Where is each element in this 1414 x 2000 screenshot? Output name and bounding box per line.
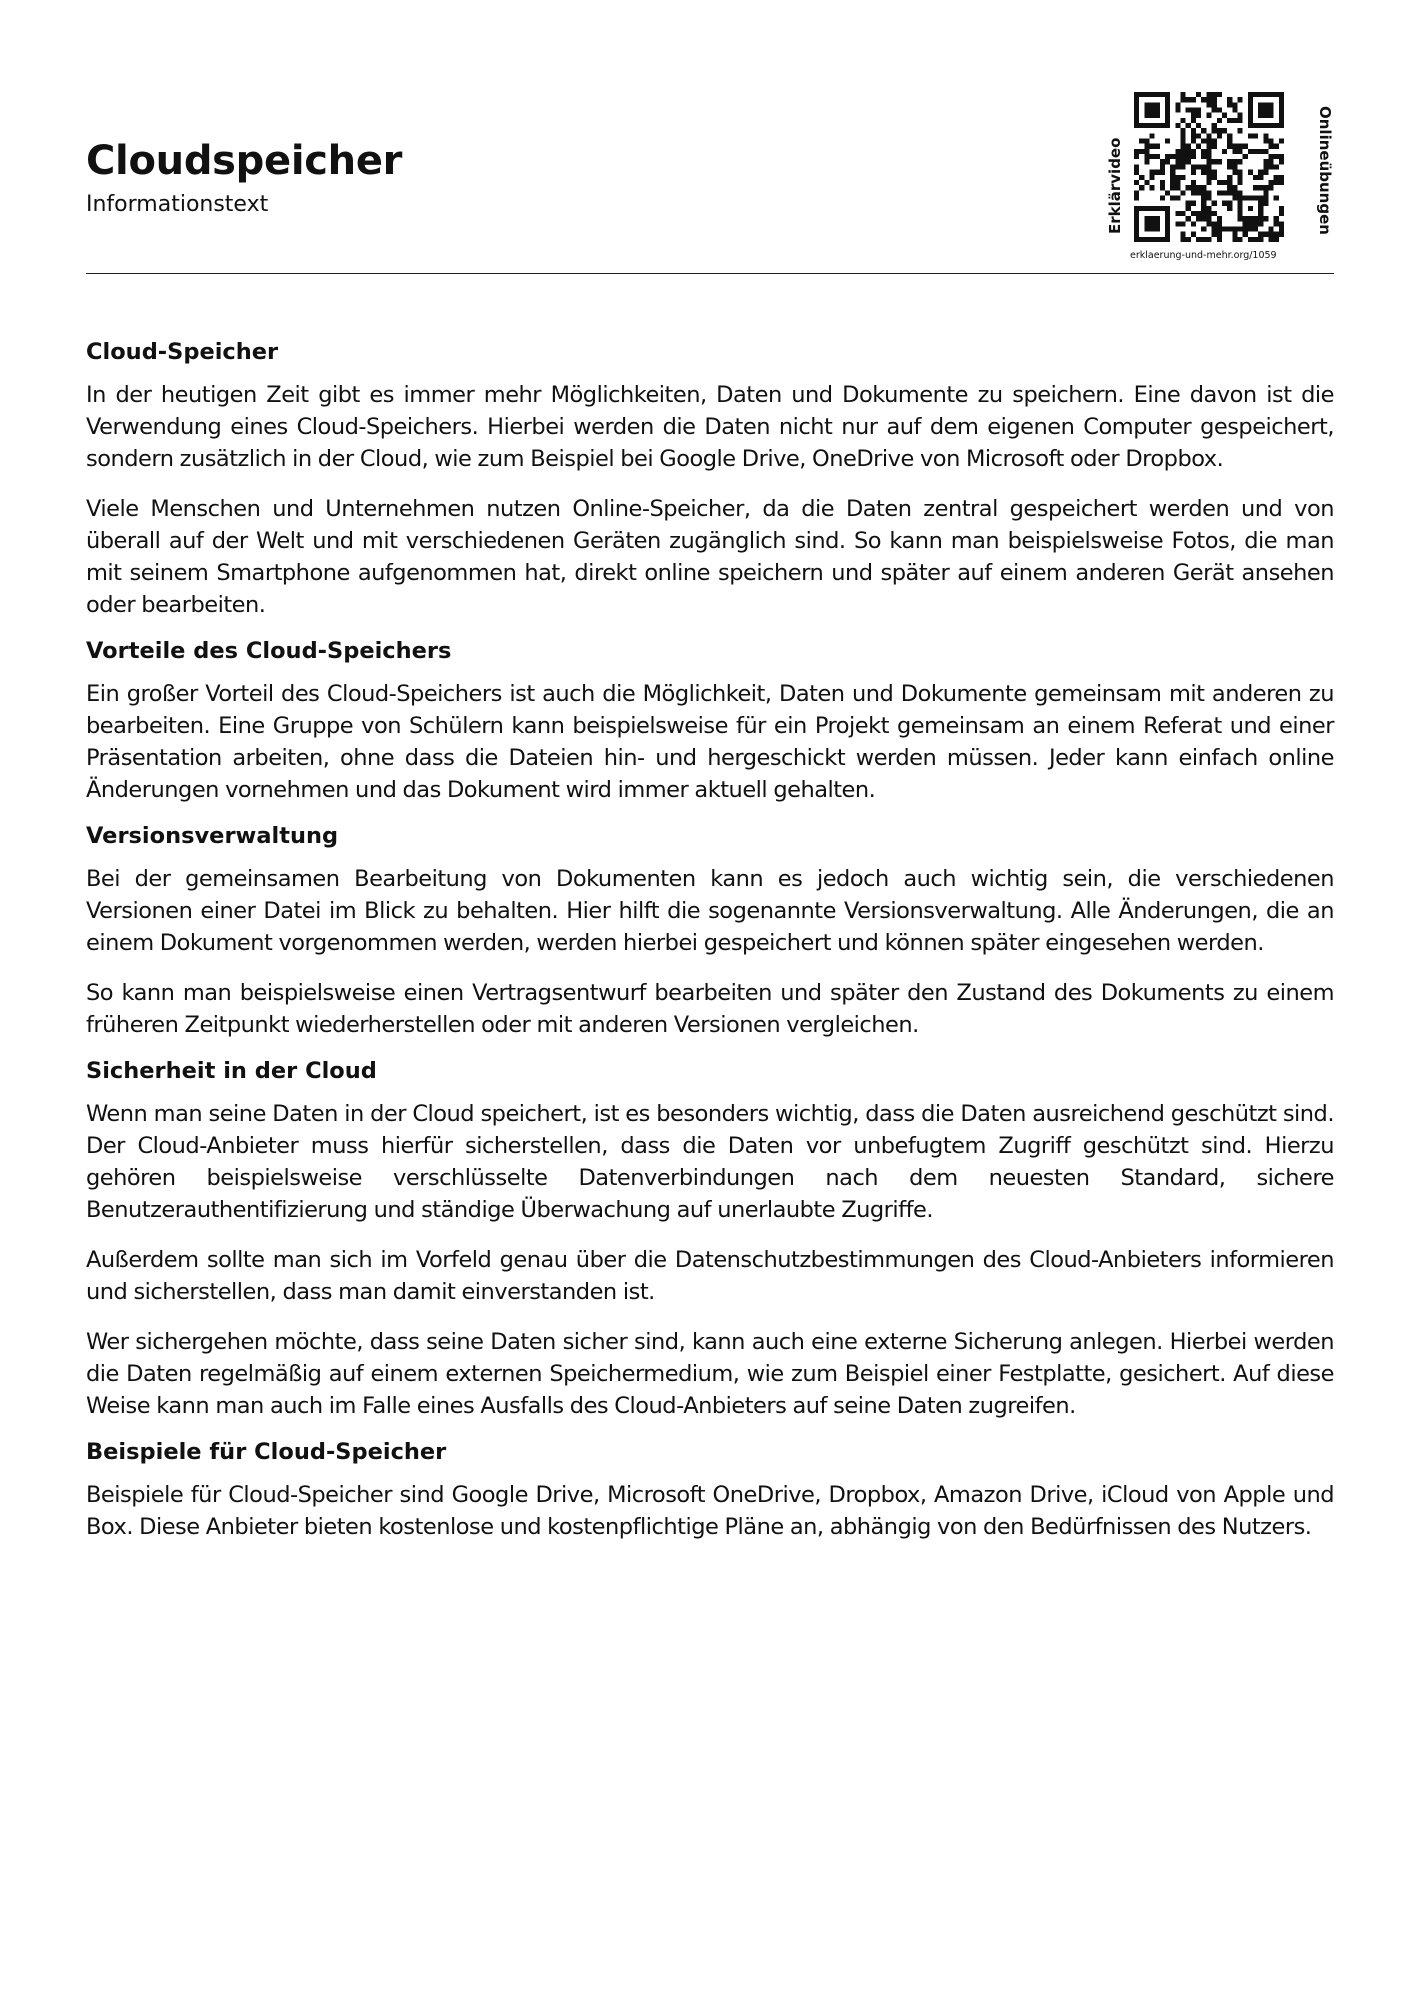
page-title: Cloudspeicher [86, 138, 403, 184]
qr-left-label: Erklärvideo [1106, 137, 1124, 234]
paragraph: Wenn man seine Daten in der Cloud speichert, ist es besonders wichtig, dass die Daten ausreichend geschützt sind. Der Cloud-Anbieter muss hierfür sicherstellen, dass die Daten vor unbefugtem Zugriff geschützt sind. Hierzu gehören beispielsweise verschlüsselte Datenverbindungen nach dem neuesten Standard, sichere Benutzerauthentifizierung und ständige Überwachung auf unerlaubte Zugriffe. [86, 1101, 1334, 1223]
paragraph: So kann man beispielsweise einen Vertragsentwurf bearbeiten und später den Zustand des Dokuments zu einem früheren Zeitpunkt wiederherstellen oder mit anderen Versionen vergleichen. [86, 980, 1334, 1038]
paragraph: Außerdem sollte man sich im Vorfeld genau über die Datenschutzbestimmungen des Cloud-Anbieters informieren und sicherstellen, dass man damit einverstanden ist. [86, 1247, 1334, 1305]
paragraph: Wer sichergehen möchte, dass seine Daten sicher sind, kann auch eine externe Sicherung anlegen. Hierbei werden die Daten regelmäßig auf einem externen Speichermedium, wie zum Beispiel einer Festplatte, gesichert. Auf diese Weise kann man auch im Falle eines Ausfalls des Cloud-Anbieters auf seine Daten zugreifen. [86, 1329, 1334, 1419]
qr-url: erklaerung-und-mehr.org/1059 [1130, 250, 1277, 261]
paragraph: In der heutigen Zeit gibt es immer mehr Möglichkeiten, Daten und Dokumente zu speichern. Eine davon ist die Verwendung eines Cloud-Speichers. Hierbei werden die Daten nicht nur auf dem eigenen Computer gespeichert, sondern zusätzlich in der Cloud, wie zum Beispiel bei Google Drive, OneDrive von Microsoft oder Dropbox. [86, 382, 1334, 472]
qr-code-block[interactable] [1090, 88, 1340, 268]
section-heading: Sicherheit in der Cloud [86, 1058, 377, 1084]
section-heading: Vorteile des Cloud-Speichers [86, 638, 452, 664]
paragraph: Beispiele für Cloud-Speicher sind Google Drive, Microsoft OneDrive, Dropbox, Amazon Drive, iCloud von Apple und Box. Diese Anbieter bieten kostenlose und kostenpflichtige Pläne an, abhängig von den Bedürfnissen des Nutzers. [86, 1482, 1334, 1540]
paragraph: Viele Menschen und Unternehmen nutzen Online-Speicher, da die Daten zentral gespeichert werden und von überall auf der Welt und mit verschiedenen Geräten zugänglich sind. So kann man beispielsweise Fotos, die man mit seinem Smartphone aufgenommen hat, direkt online speichern und später auf einem anderen Gerät ansehen oder bearbeiten. [86, 496, 1334, 618]
qr-right-label: Onlineübungen [1316, 106, 1334, 235]
document-body [86, 338, 1334, 1561]
page-subtitle: Informationstext [86, 192, 269, 217]
section-heading: Cloud-Speicher [86, 339, 279, 365]
section-heading: Beispiele für Cloud-Speicher [86, 1439, 447, 1465]
paragraph: Ein großer Vorteil des Cloud-Speichers ist auch die Möglichkeit, Daten und Dokumente gemeinsam mit anderen zu bearbeiten. Eine Gruppe von Schülern kann beispielsweise für ein Projekt gemeinsam an einem Referat und einer Präsentation arbeiten, ohne dass die Dateien hin- und hergeschickt werden müssen. Jeder kann einfach online Änderungen vornehmen und das Dokument wird immer aktuell gehalten. [86, 681, 1334, 803]
section-heading: Versionsverwaltung [86, 823, 339, 849]
qr-code-icon[interactable] [1134, 92, 1284, 242]
paragraph: Bei der gemeinsamen Bearbeitung von Dokumenten kann es jedoch auch wichtig sein, die verschiedenen Versionen einer Datei im Blick zu behalten. Hier hilft die sogenannte Versionsverwaltung. Alle Änderungen, die an einem Dokument vorgenommen werden, werden hierbei gespeichert und können später eingesehen werden. [86, 866, 1334, 956]
header-divider [86, 273, 1334, 274]
